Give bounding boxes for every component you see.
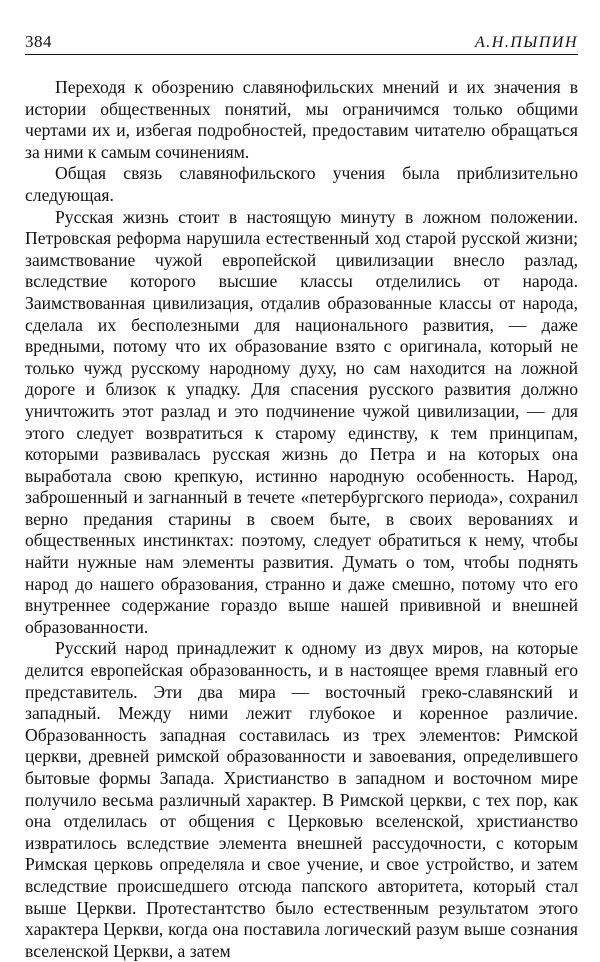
paragraph: Переходя к обозрению славянофильских мнений и их значения в истории общественных понятий, мы ограничимся только общими чертами их и, избегая подробностей, предоставим читателю обращаться за ними к самым сочинениям. <box>25 77 578 162</box>
book-page <box>25 30 578 962</box>
running-head-author: А.Н.ПЫПИН <box>475 34 578 51</box>
paragraph: Общая связь славянофильского учения была приблизительно следующая. <box>25 163 578 205</box>
paragraph: Русская жизнь стоит в настоящую минуту в ложном положении. Петровская реформа нарушила естественный ход старой русской жизни; заимствование чужой европейской цивилизации внесло разлад, вследствие которого высшие классы отделились от народа. Заимствованная цивилизация, отдалив образованные классы от народа, сделала их бесполезными для национального развития, — даже вредными, потому что их образование взято с оригинала, который не только чужд русскому народному духу, но сам находится на ложной дороге и близок к упадку. Для спасения русского развития должно уничтожить этот разлад и это подчинение чужой цивилизации, — для этого следует возвратиться к старому единству, к тем принципам, которыми развивалась русская жизнь до Петра и на которых она выработала свою крепкую, истинно народную особенность. Народ, заброшенный и загнанный в течете «петербургского периода», сохранил верно предания старины в своем быте, в своих верованиях и общественных инстинктах: поэтому, следует обратиться к нему, чтобы найти нужные нам элементы развития. Думать о том, чтобы поднять народ до нашего образования, странно и даже смешно, потому что его внутреннее содержание гораздо выше нашей прививной и внешней образованности. <box>25 206 578 637</box>
page-number: 384 <box>25 32 52 51</box>
page-header <box>25 30 578 55</box>
paragraph: Русский народ принадлежит к одному из двух миров, на которые делится европейская образованность, и в настоящее время главный его представитель. Эти два мира — восточный греко-славянский и западный. Между ними лежит глубокое и коренное различие. Образованность западная составилась из трех элементов: Римской церкви, древней римской образованности и завоевания, определившего бытовые формы Запада. Христианство в западном и восточном мире получило весьма различный характер. В Римской церкви, с тех пор, как она отделилась от общения с Церковью вселенской, христианство извратилось вследствие элемента внешней рассудочности, с которым Римская церковь определяла и свое учение, и свое устройство, и затем вследствие происшедшего отсюда папского авторитета, который стал выше Церкви. Протестантство было естественным результатом этого характера Церкви, когда она поставила логический разум выше сознания вселенской Церкви, а затем <box>25 638 578 961</box>
body-text <box>25 77 578 962</box>
